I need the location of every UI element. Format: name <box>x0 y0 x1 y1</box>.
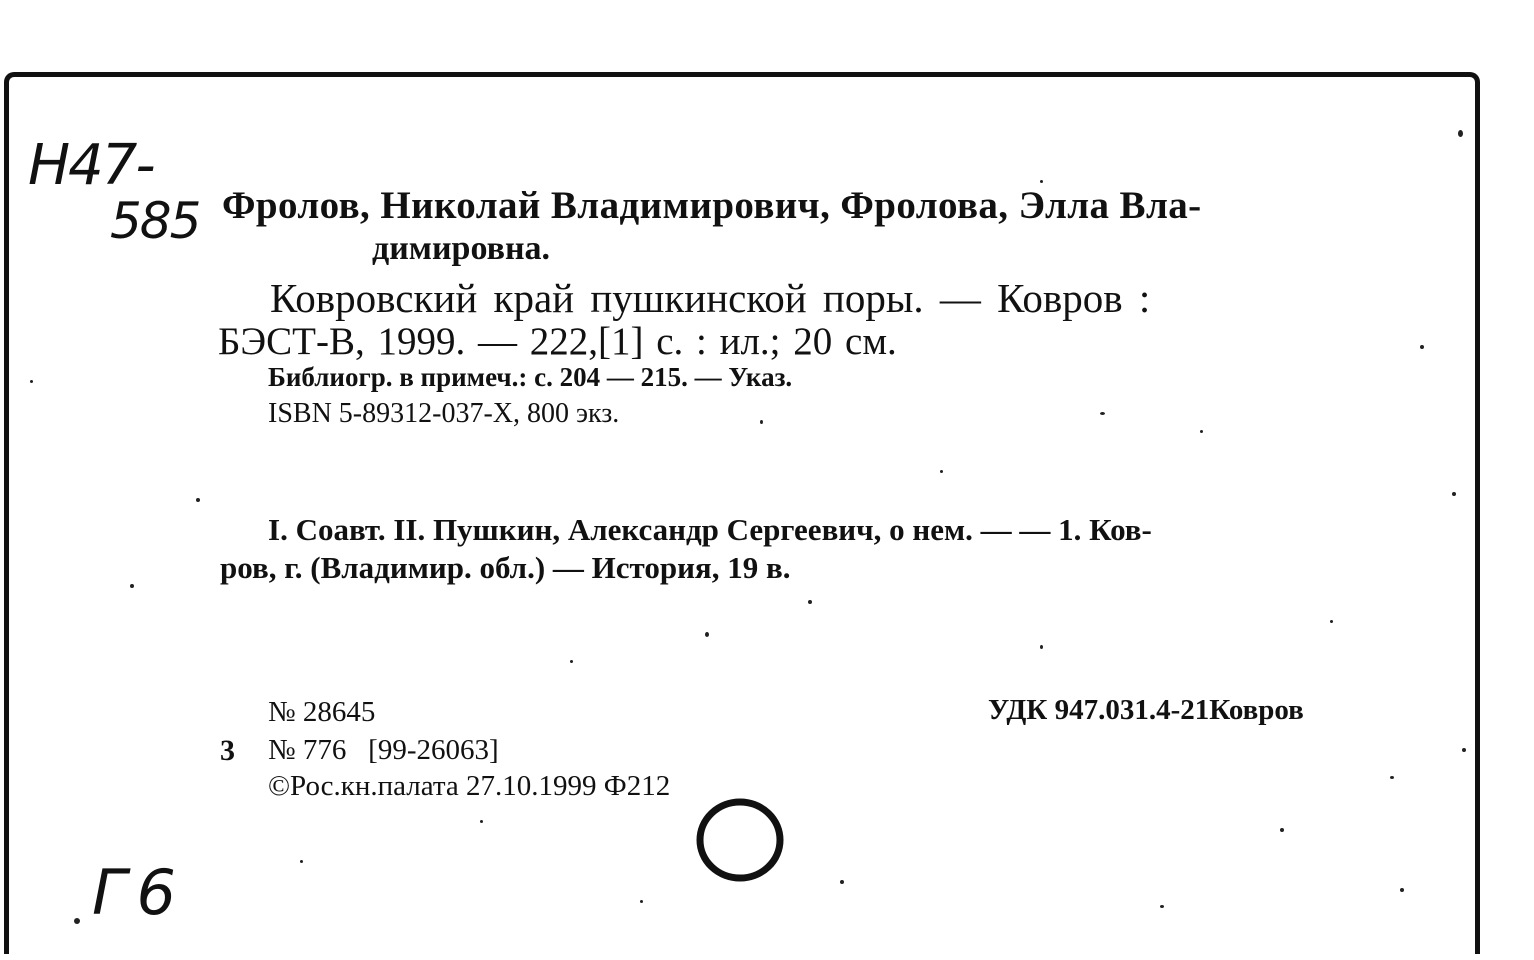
isbn-line: ISBN 5-89312-037-X, 800 экз. <box>268 398 620 429</box>
circle-mark <box>694 796 786 884</box>
handwritten-call-number-top: Н47- <box>28 133 154 198</box>
book-chamber-stamp-line: ©Рос.кн.палата 27.10.1999 Ф212 <box>268 770 671 802</box>
bibliography-note: Библиогр. в примеч.: с. 204 — 215. — Указ. <box>268 362 793 392</box>
handwritten-shelf-mark: Г6 <box>92 856 186 929</box>
tracing-line-2: ров, г. (Владимир. обл.) — История, 19 в. <box>220 550 791 585</box>
title-line-1: Ковровский край пушкинской поры. — Ковров : <box>270 275 1151 321</box>
title-line-2: БЭСТ-В, 1999. — 222,[1] с. : ил.; 20 см. <box>218 320 897 363</box>
registration-number: № 28645 <box>268 696 376 728</box>
udk-code: УДК 947.031.4-21Ковров <box>988 694 1304 726</box>
prefix-number: 3 <box>220 734 235 767</box>
author-line-1: Фролов, Николай Владимирович, Фролова, Элла Вла- <box>222 184 1202 227</box>
author-line-2: димировна. <box>372 230 551 267</box>
tracing-line-1: I. Соавт. II. Пушкин, Александр Сергеевич, о нем. — — 1. Ков- <box>268 512 1152 547</box>
handwritten-call-number-bottom: 585 <box>110 192 200 250</box>
order-number: № 776 [99-26063] <box>268 734 499 766</box>
